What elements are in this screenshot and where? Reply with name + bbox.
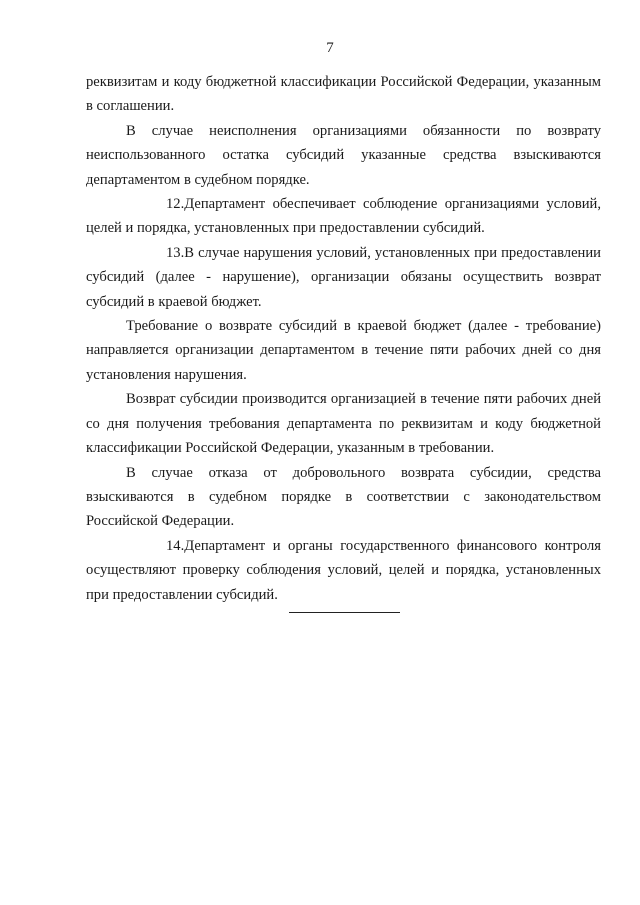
- paragraph-text: В случае нарушения условий, установленных при предоставлении субсидий (далее - нарушение), организации обязаны осуществить возврат субсидий в краевой бюджет.: [86, 244, 601, 310]
- document-body: [86, 70, 601, 607]
- paragraph-text: Департамент и органы государственного финансового контроля осуществляют проверку соблюдения условий, целей и порядка, установленных при предоставлении субсидий.: [86, 537, 601, 603]
- paragraph-text: Требование о возврате субсидий в краевой бюджет (далее - требование) направляется организации департаментом в течение пяти рабочих дней со дня установления нарушения.: [86, 318, 601, 383]
- paragraph-number: 14.: [166, 537, 185, 554]
- page-number: 7: [326, 40, 334, 56]
- paragraph-text: реквизитам и коду бюджетной классификации Российской Федерации, указанным в соглашении.: [86, 74, 601, 115]
- paragraph-text: В случае неисполнения организациями обязанности по возврату неиспользованного остатка субсидий указанные средства взыскиваются департаментом в судебном порядке.: [86, 122, 601, 188]
- paragraph-13: [86, 241, 601, 314]
- paragraph-refusal: [86, 461, 601, 534]
- end-of-document-line: [289, 612, 400, 613]
- paragraph-demand: [86, 314, 601, 387]
- paragraph-number: 12.: [166, 196, 185, 213]
- paragraph-continuation: [86, 70, 601, 119]
- paragraph-text: Возврат субсидии производится организацией в течение пяти рабочих дней со дня получения требования департамента по реквизитам и коду бюджетной классификации Российской Федерации, указанным в требовании.: [86, 391, 601, 457]
- paragraph-text: В случае отказа от добровольного возврата субсидии, средства взыскиваются в судебном порядке в соответствии с законодательством Российской Федерации.: [86, 464, 601, 530]
- paragraph-14: [86, 534, 601, 607]
- paragraph-number: 13.: [166, 244, 185, 261]
- paragraph-refund-enforcement: [86, 119, 601, 192]
- paragraph-text: Департамент обеспечивает соблюдение организациями условий, целей и порядка, установленных при предоставлении субсидий.: [86, 196, 601, 237]
- paragraph-12: [86, 192, 601, 241]
- paragraph-return-procedure: [86, 387, 601, 460]
